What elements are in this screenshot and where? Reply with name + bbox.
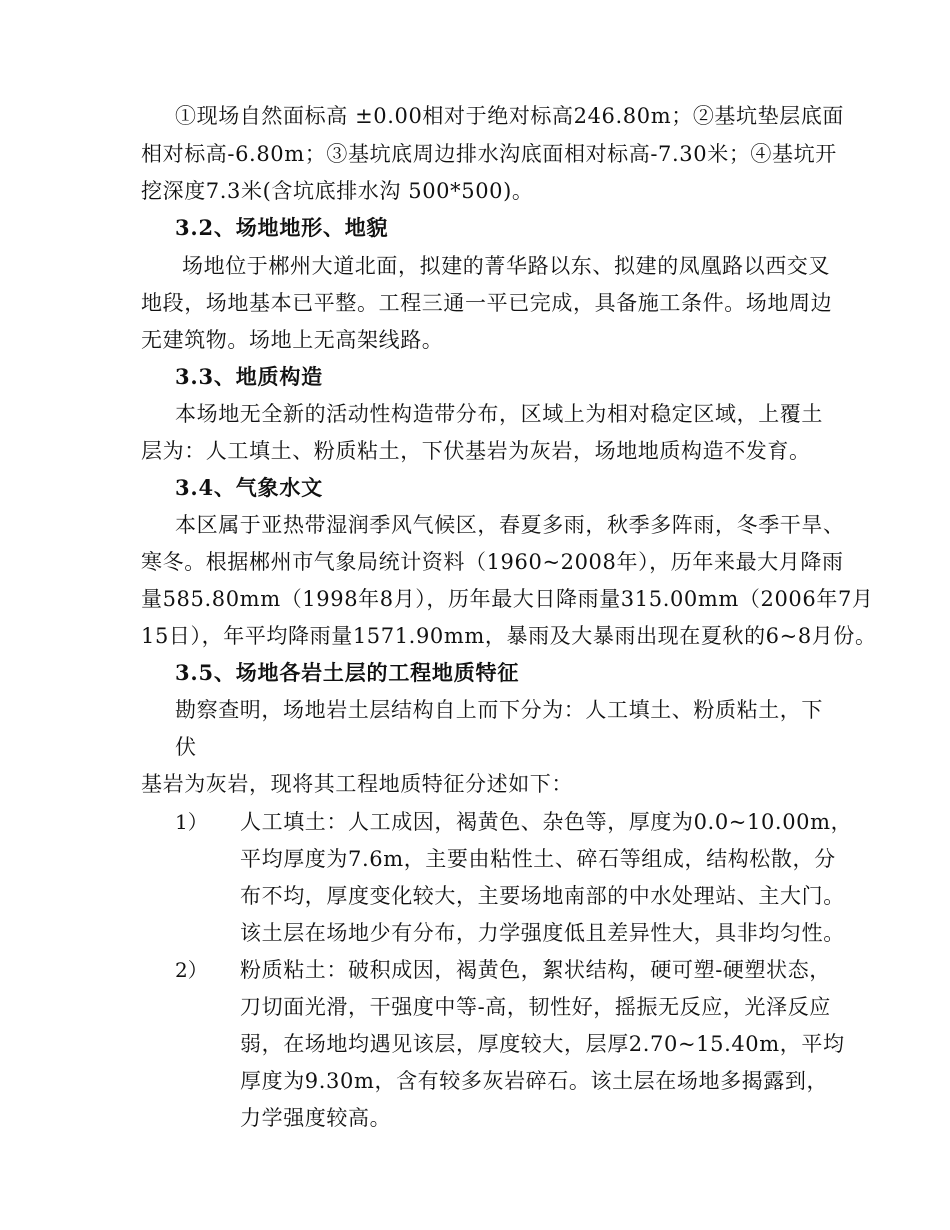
list-item-line: 人工填土：人工成因，褐黄色、杂色等，厚度为0.0~10.00m， <box>240 810 853 834</box>
paragraph-line: 伏 <box>175 735 197 759</box>
paragraph-line: 15日），年平均降雨量1571.90mm，暴雨及大暴雨出现在夏秋的6~8月份。 <box>141 624 877 648</box>
section-heading-3-5: 3.5、场地各岩土层的工程地质特征 <box>175 660 520 685</box>
list-item-line: 厚度为9.30m，含有较多灰岩碎石。该土层在场地多揭露到， <box>240 1069 829 1093</box>
section-heading-3-3: 3.3、地质构造 <box>175 364 323 389</box>
paragraph-line: 勘察查明，场地岩土层结构自上而下分为：人工填土、粉质粘土，下 <box>175 698 823 722</box>
list-item-line: 布不均，厚度变化较大，主要场地南部的中水处理站、主大门。 <box>240 884 845 908</box>
paragraph-line: 量585.80mm（1998年8月），历年最大日降雨量315.00mm（2006年7月 <box>141 587 874 611</box>
list-item-line: 平均厚度为7.6m，主要由粘性土、碎石等组成，结构松散，分 <box>240 847 836 871</box>
paragraph-line: 基岩为灰岩，现将其工程地质特征分述如下： <box>141 772 573 796</box>
paragraph-line: 本场地无全新的活动性构造带分布，区域上为相对稳定区域，上覆土 <box>175 402 823 426</box>
paragraph-line: 寒冬。根据郴州市气象局统计资料（1960~2008年），历年来最大月降雨 <box>141 550 844 574</box>
section-heading-3-2: 3.2、场地地形、地貌 <box>175 215 389 240</box>
paragraph-line: 本区属于亚热带湿润季风气候区，春夏多雨，秋季多阵雨，冬季干旱、 <box>175 513 845 537</box>
paragraph-line: 挖深度7.3米(含坑底排水沟 500*500)。 <box>141 179 534 203</box>
paragraph-line: 地段，场地基本已平整。工程三通一平已完成，具备施工条件。场地周边 <box>141 291 833 315</box>
paragraph-line: 场地位于郴州大道北面，拟建的菁华路以东、拟建的凤凰路以西交叉 <box>182 254 830 278</box>
list-item-line: 该土层在场地少有分布，力学强度低且差异性大，具非均匀性。 <box>240 921 845 945</box>
paragraph-line: ①现场自然面标高 ±0.00相对于绝对标高246.80m；②基坑垫层底面 <box>175 104 845 128</box>
list-item-number: 1） <box>175 810 208 834</box>
paragraph-line: 层为：人工填土、粉质粘土，下伏基岩为灰岩，场地地质构造不发育。 <box>141 439 811 463</box>
list-item-number: 2） <box>175 958 208 982</box>
section-heading-3-4: 3.4、气象水文 <box>175 475 323 500</box>
list-item-line: 力学强度较高。 <box>240 1106 392 1130</box>
list-item-line: 弱，在场地均遇见该层，厚度较大，层厚2.70~15.40m，平均 <box>240 1032 845 1056</box>
paragraph-line: 相对标高-6.80m；③基坑底周边排水沟底面相对标高-7.30米；④基坑开 <box>141 142 837 166</box>
paragraph-line: 无建筑物。场地上无高架线路。 <box>141 328 444 352</box>
list-item-line: 刀切面光滑，干强度中等-高，韧性好，摇振无反应，光泽反应 <box>240 995 831 1019</box>
list-item-line: 粉质粘土：破积成因，褐黄色，絮状结构，硬可塑-硬塑状态， <box>240 958 831 982</box>
